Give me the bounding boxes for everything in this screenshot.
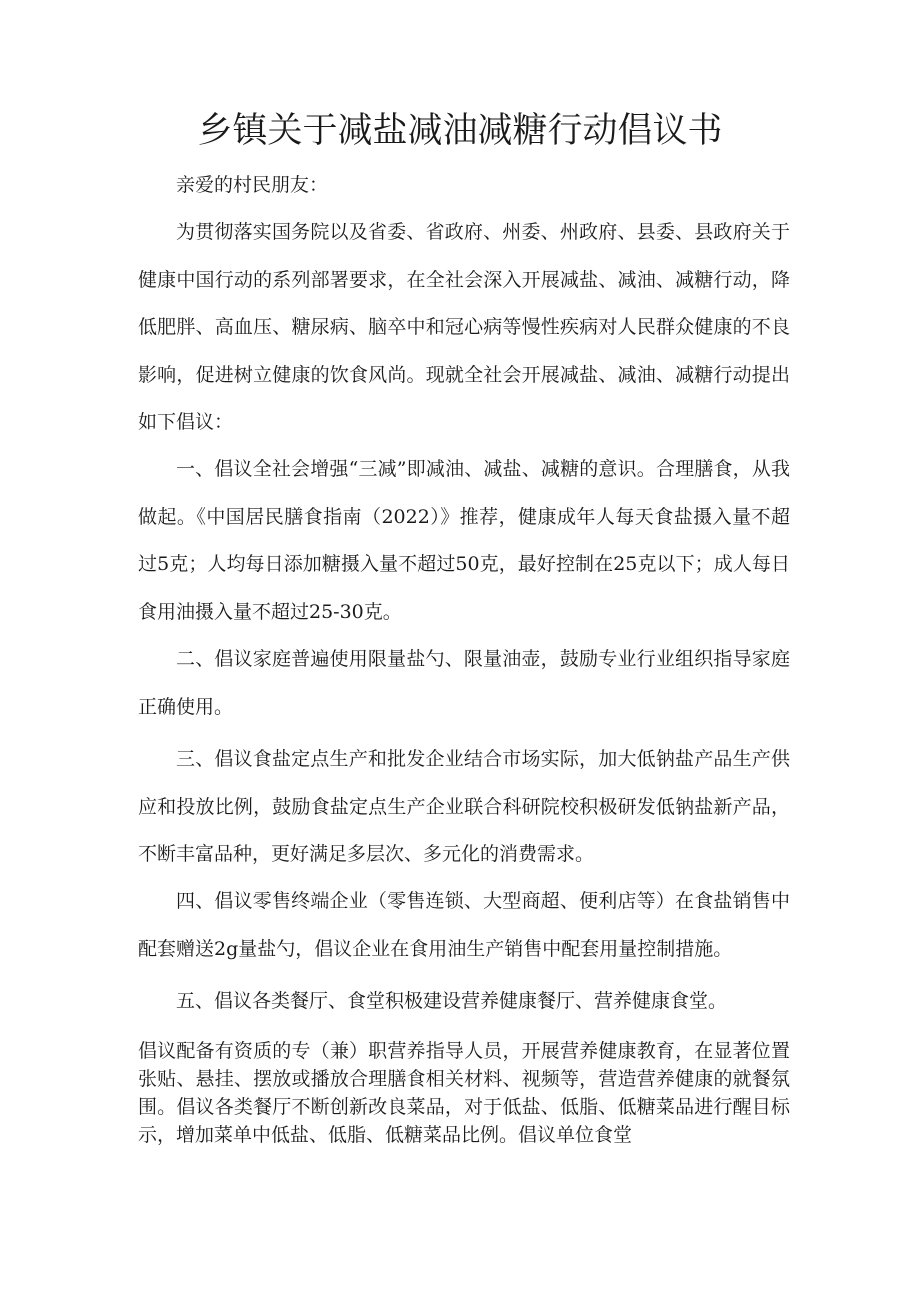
paragraph-proposal-2: 二、倡议家庭普遍使用限量盐勺、限量油壶，鼓励专业行业组织指导家庭正确使用。 xyxy=(138,648,790,718)
paragraph-intro: 为贯彻落实国务院以及省委、省政府、州委、州政府、县委、县政府关于健康中国行动的系列部署要求，在全社会深入开展减盐、减油、减糖行动，降低肥胖、高血压、糖尿病、脑卒中和冠心病等慢性疾病对人民群众健康的不良影响，促进树立健康的饮食风尚。现就全社会开展减盐、减油、减糖行动提出如下倡议： xyxy=(138,221,790,433)
paragraph-proposal-4: 四、倡议零售终端企业（零售连锁、大型商超、便利店等）在食盐销售中配套赠送2g量盐勺，倡议企业在食用油生产销售中配套用量控制措施。 xyxy=(138,890,790,960)
paragraph-proposal-3: 三、倡议食盐定点生产和批发企业结合市场实际，加大低钠盐产品生产供应和投放比例，鼓励食盐定点生产企业联合科研院校积极研发低钠盐新产品，不断丰富品种，更好满足多层次、多元化的消费需求。 xyxy=(138,748,790,865)
paragraph-proposal-5: 五、倡议各类餐厅、食堂积极建设营养健康餐厅、营养健康食堂。 xyxy=(176,990,728,1012)
salutation: 亲爱的村民朋友： xyxy=(176,174,329,196)
paragraph-proposal-1: 一、倡议全社会增强“三减”即减油、减盐、减糖的意识。合理膳食，从我做起。《中国居民膳食指南（2022）》推荐，健康成年人每天食盐摄入量不超过5克；人均每日添加糖摄入量不超过50克，最好控制在25克以下；成人每日食用油摄入量不超过25-30克。 xyxy=(138,458,790,623)
document-title: 乡镇关于减盐减油减糖行动倡议书 xyxy=(197,111,723,151)
paragraph-proposal-5-detail: 倡议配备有资质的专（兼）职营养指导人员，开展营养健康教育，在显著位置张贴、悬挂、摆放或播放合理膳食相关材料、视频等，营造营养健康的就餐氛围。倡议各类餐厅不断创新改良菜品，对于低盐、低脂、低糖菜品进行醒目标示，增加菜单中低盐、低脂、低糖菜品比例。倡议单位食堂 xyxy=(138,1040,790,1146)
